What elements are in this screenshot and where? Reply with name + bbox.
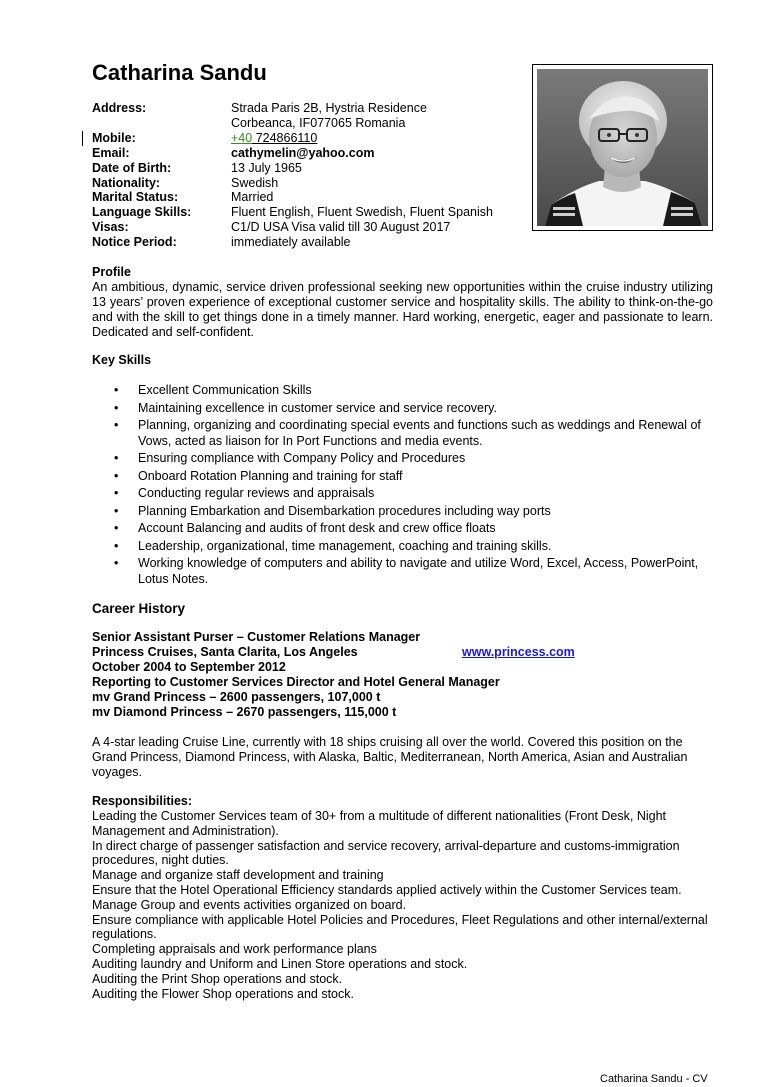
company-name: Princess Cruises, Santa Clarita, Los Angeles <box>92 645 358 659</box>
nationality-label: Nationality: <box>92 175 161 190</box>
bullet-icon: • <box>114 503 119 518</box>
responsibility-line: Auditing the Flower Shop operations and stock. <box>92 986 354 1001</box>
skill-text: Onboard Rotation Planning and training for staff <box>138 468 403 483</box>
list-item <box>92 521 713 537</box>
visas-label: Visas: <box>92 220 129 235</box>
visas-value: C1/D USA Visa valid till 30 August 2017 <box>231 220 451 235</box>
portrait-photo <box>537 69 708 226</box>
list-item <box>92 383 713 399</box>
list-item <box>92 401 713 417</box>
skill-text: Excellent Communication Skills <box>138 383 312 397</box>
portrait-photo-frame <box>532 64 713 231</box>
candidate-name: Catharina Sandu <box>92 60 267 85</box>
mobile-row <box>92 131 522 146</box>
skill-text: Working knowledge of computers and ability to navigate and utilize Word, Excel, Access, PowerPoint, Lotus Notes. <box>138 556 699 586</box>
email-label: Email: <box>92 145 130 160</box>
mobile-label: Mobile: <box>92 130 136 145</box>
career-heading: Career History <box>92 601 186 616</box>
bullet-icon: • <box>114 418 119 432</box>
skill-text: Leadership, organizational, time management, coaching and training skills. <box>138 538 552 553</box>
job-description: A 4-star leading Cruise Line, currently with 18 ships cruising all over the world. Covered this position on the Grand Princess, Diamond Princess, with Alaska, Baltic, Mediterranean, North America, Asian and Australian voyages. <box>92 735 688 779</box>
responsibilities-heading: Responsibilities: <box>92 794 193 808</box>
responsibility-line: Manage Group and events activities organized on board. <box>92 897 407 912</box>
skill-text: Maintaining excellence in customer service and service recovery. <box>138 400 497 415</box>
profile-text: An ambitious, dynamic, service driven professional seeking new opportunities within the cruise industry utilizing 13 years’ proven experience of exceptional customer service and hospitality skills. The ability to think-on-the-go and with the skill to get things done in a timely manner. Hard working, energetic, eager and passionate to learn. Dedicated and self-confident. <box>92 280 713 339</box>
dob-value: 13 July 1965 <box>231 160 302 175</box>
responsibility-line: Auditing laundry and Uniform and Linen Store operations and stock. <box>92 956 468 971</box>
personal-details <box>92 101 522 250</box>
responsibility-line: Ensure that the Hotel Operational Efficiency standards applied actively within the Customer Services team. <box>92 882 682 897</box>
address-line-2: Corbeanca, IF077065 Romania <box>231 115 406 130</box>
responsibility-line: Leading the Customer Services team of 30+ from a multitude of different nationalities (Front Desk, Night Management and Administration). <box>92 809 667 838</box>
marital-label: Marital Status: <box>92 190 179 205</box>
profile-heading: Profile <box>92 265 131 279</box>
page-footer: Catharina Sandu - CV <box>600 1073 708 1085</box>
language-value: Fluent English, Fluent Swedish, Fluent Spanish <box>231 205 493 220</box>
email-row <box>92 146 522 161</box>
language-row <box>92 205 522 220</box>
address-label: Address: <box>92 101 147 115</box>
ship-1: mv Grand Princess – 2600 passengers, 107,000 t <box>92 690 381 704</box>
list-item <box>92 539 713 555</box>
dob-label: Date of Birth: <box>92 160 172 175</box>
bullet-icon: • <box>114 521 119 535</box>
key-skills-heading: Key Skills <box>92 353 152 367</box>
company-row <box>92 645 713 660</box>
skill-text: Planning Embarkation and Disembarkation procedures including way ports <box>138 503 551 518</box>
ship-2: mv Diamond Princess – 2670 passengers, 115,000 t <box>92 705 397 719</box>
address-line-1: Strada Paris 2B, Hystria Residence <box>231 101 427 115</box>
list-item <box>92 486 713 502</box>
list-item <box>92 469 713 485</box>
bullet-icon: • <box>114 400 119 415</box>
responsibility-line: Completing appraisals and work performance plans <box>92 942 377 957</box>
notice-value: immediately available <box>231 235 351 250</box>
visas-row <box>92 220 522 235</box>
bullet-icon: • <box>114 556 119 570</box>
bullet-icon: • <box>114 383 119 397</box>
nationality-value: Swedish <box>231 175 279 190</box>
bullet-icon: • <box>114 486 119 500</box>
mobile-number[interactable]: 724866110 <box>252 130 318 145</box>
skill-text: Ensuring compliance with Company Policy and Procedures <box>138 451 466 465</box>
email-value[interactable]: cathymelin@yahoo.com <box>231 145 375 160</box>
list-item <box>92 504 713 520</box>
mobile-prefix[interactable]: +40 <box>231 130 253 145</box>
skill-text: Planning, organizing and coordinating special events and functions such as weddings and Renewal of Vows, acted as liaison for In Port Functions and media events. <box>138 418 701 448</box>
address-row <box>92 101 522 131</box>
key-skills-list <box>92 383 713 587</box>
company-website-link[interactable]: www.princess.com <box>462 645 575 659</box>
nationality-row <box>92 176 522 191</box>
dob-row <box>92 161 522 176</box>
mobile-value[interactable] <box>231 131 522 146</box>
address-value <box>231 101 522 131</box>
notice-row <box>92 235 522 250</box>
skill-text: Account Balancing and audits of front desk and crew office floats <box>138 521 496 535</box>
skill-text: Conducting regular reviews and appraisals <box>138 486 375 500</box>
notice-label: Notice Period: <box>92 235 177 250</box>
marital-value: Married <box>231 190 274 205</box>
responsibility-line: Manage and organize staff development and training <box>92 868 384 883</box>
job-reporting: Reporting to Customer Services Director and Hotel General Manager <box>92 675 500 689</box>
marital-row <box>92 190 522 205</box>
bullet-icon: • <box>114 468 119 483</box>
text-cursor <box>82 131 83 146</box>
responsibility-line: Ensure compliance with applicable Hotel Policies and Procedures, Fleet Regulations and other internal/external regulations. <box>92 912 708 942</box>
job-header <box>92 630 713 720</box>
list-item <box>92 451 713 467</box>
job-title: Senior Assistant Purser – Customer Relations Manager <box>92 630 421 644</box>
responsibility-line: In direct charge of passenger satisfaction and service recovery, arrival-departure and customs-immigration procedures, night duties. <box>92 838 680 868</box>
responsibility-line: Auditing the Print Shop operations and stock. <box>92 971 343 986</box>
bullet-icon: • <box>114 451 119 465</box>
job-period: October 2004 to September 2012 <box>92 660 286 674</box>
bullet-icon: • <box>114 538 119 553</box>
language-label: Language Skills: <box>92 205 192 220</box>
list-item <box>92 556 713 587</box>
cv-body <box>92 265 713 1001</box>
list-item <box>92 418 713 449</box>
